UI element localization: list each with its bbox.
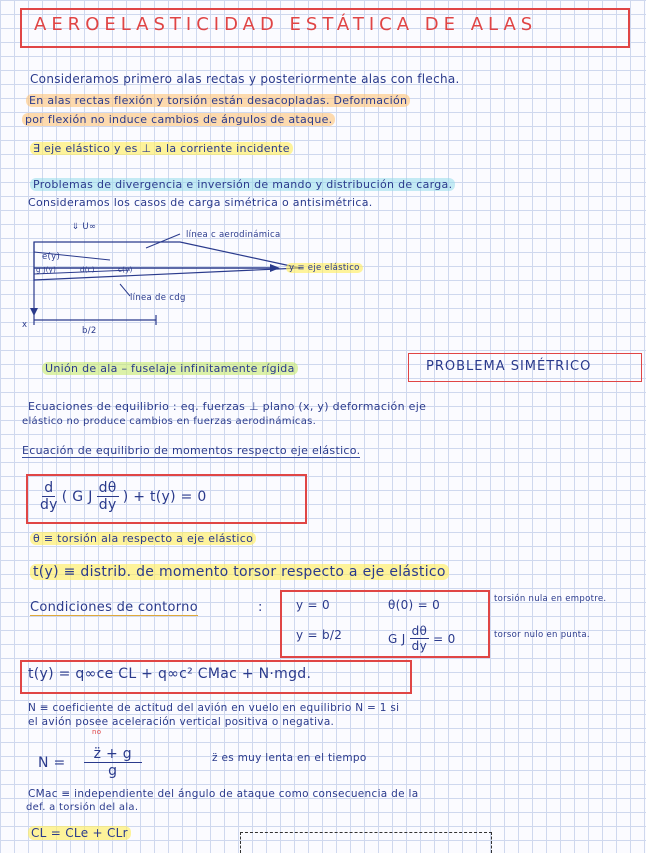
n-denominator: g bbox=[108, 763, 118, 779]
bc-note-1: torsión nula en empotre. bbox=[494, 594, 607, 604]
intro-line-1: Consideramos primero alas rectas y posteriormente alas con flecha. bbox=[30, 72, 460, 86]
theta-definition: θ ≡ torsión ala respecto a eje elástico bbox=[30, 532, 256, 545]
bc-dtheta-dy bbox=[410, 624, 430, 653]
bc-dtheta: dθ bbox=[411, 624, 428, 638]
boundary-label: Condiciones de contorno bbox=[30, 600, 198, 615]
n-note: z̈ es muy lenta en el tiempo bbox=[212, 752, 367, 764]
t-equation: t(y) = q∞ce CL + q∞c² CMac + N·mgd. bbox=[28, 666, 312, 682]
aero-leader bbox=[146, 234, 180, 248]
intro-line-2: En alas rectas flexión y torsión están desacopladas. Deformación bbox=[26, 94, 410, 107]
problem-box-label: PROBLEMA SIMÉTRICO bbox=[426, 359, 592, 374]
n-numerator: z̈ + g bbox=[84, 746, 142, 763]
main-equation bbox=[36, 480, 207, 513]
cmac-line-2: def. a torsión del ala. bbox=[26, 802, 139, 813]
n-definition-line-1: N ≡ coeficiente de actitud del avión en vuelo en equilibrio N = 1 si bbox=[28, 702, 400, 714]
c-label: c(y) bbox=[118, 266, 133, 274]
bc-yb2: y = b/2 bbox=[296, 628, 343, 642]
cdg-leader bbox=[120, 284, 130, 296]
cdg-label: línea de cdg bbox=[130, 293, 186, 303]
cl-equation: CL = CLe + CLr bbox=[28, 826, 131, 840]
n-fraction bbox=[84, 746, 142, 779]
t-definition: t(y) ≡ distrib. de momento torsor respecto a eje elástico bbox=[30, 564, 449, 580]
e-label: e(y) bbox=[42, 252, 61, 262]
wing-outline bbox=[34, 242, 300, 280]
page-title: AEROELASTICIDAD ESTÁTICA DE ALAS bbox=[34, 14, 538, 35]
d-dy-fraction bbox=[40, 480, 58, 513]
problems-line-1: Problemas de divergencia e inversión de mando y distribución de carga. bbox=[30, 178, 455, 191]
union-text: Unión de ala – fuselaje infinitamente rígida bbox=[42, 362, 298, 375]
dy2-denominator: dy bbox=[98, 497, 117, 513]
bc-note-2: torsor nulo en punta. bbox=[494, 630, 590, 640]
aero-line-label: línea c aerodinámica bbox=[186, 230, 281, 240]
n-lhs: N = bbox=[38, 754, 66, 771]
d-label: d(c) bbox=[80, 266, 95, 274]
bc-gj: G J bbox=[388, 631, 406, 646]
n-definition-line-2: el avión posee aceleración vertical positiva o negativa. bbox=[28, 716, 335, 728]
d-numerator: d bbox=[44, 480, 54, 496]
equation-rest: ) + t(y) = 0 bbox=[122, 488, 207, 505]
dtheta-dy-fraction bbox=[97, 480, 119, 513]
dashed-box bbox=[240, 832, 492, 853]
dy-denominator: dy bbox=[40, 497, 58, 513]
u-infinity-label: ⇓ U∞ bbox=[72, 222, 97, 232]
cmac-line-1: CMac ≡ independiente del ángulo de ataque como consecuencia de la bbox=[28, 788, 419, 800]
x-label: x bbox=[22, 320, 28, 330]
elastic-axis-line bbox=[30, 142, 293, 155]
no-correction-mark: no bbox=[92, 728, 102, 736]
boundary-colon: : bbox=[258, 600, 263, 615]
gj-label: g J(y) bbox=[36, 266, 57, 274]
bc-eq0: = 0 bbox=[433, 631, 456, 646]
moments-heading: Ecuación de equilibrio de momentos respecto eje elástico. bbox=[22, 444, 361, 457]
dtheta-numerator: dθ bbox=[98, 480, 117, 496]
n-equation bbox=[38, 746, 146, 779]
equilibrium-line-2: elástico no produce cambios en fuerzas aerodinámicas. bbox=[22, 416, 317, 427]
bc-gj-equation bbox=[388, 624, 456, 653]
bc-theta0: θ(0) = 0 bbox=[388, 598, 441, 612]
elastic-axis-label bbox=[286, 263, 363, 273]
intro-line-3: por flexión no induce cambios de ángulos de ataque. bbox=[22, 113, 335, 126]
gj-term: ( G J bbox=[61, 488, 93, 505]
axis-arrow bbox=[270, 264, 280, 272]
elastic-axis-label-text: y ≡ eje elástico bbox=[286, 263, 363, 273]
cl-equation-wrap bbox=[28, 826, 131, 840]
problems-line-2: Consideramos los casos de carga simétrica o antisimétrica. bbox=[28, 196, 373, 209]
x-arrow bbox=[30, 308, 38, 316]
bc-y0: y = 0 bbox=[296, 598, 330, 612]
equilibrium-line-1: Ecuaciones de equilibrio : eq. fuerzas ⊥ plano (x, y) deformación eje bbox=[28, 400, 427, 413]
span-label: b/2 bbox=[82, 326, 97, 336]
elastic-axis-sentence: ∃ eje elástico y es ⊥ a la corriente incidente bbox=[30, 142, 293, 155]
bc-dy: dy bbox=[411, 639, 427, 653]
